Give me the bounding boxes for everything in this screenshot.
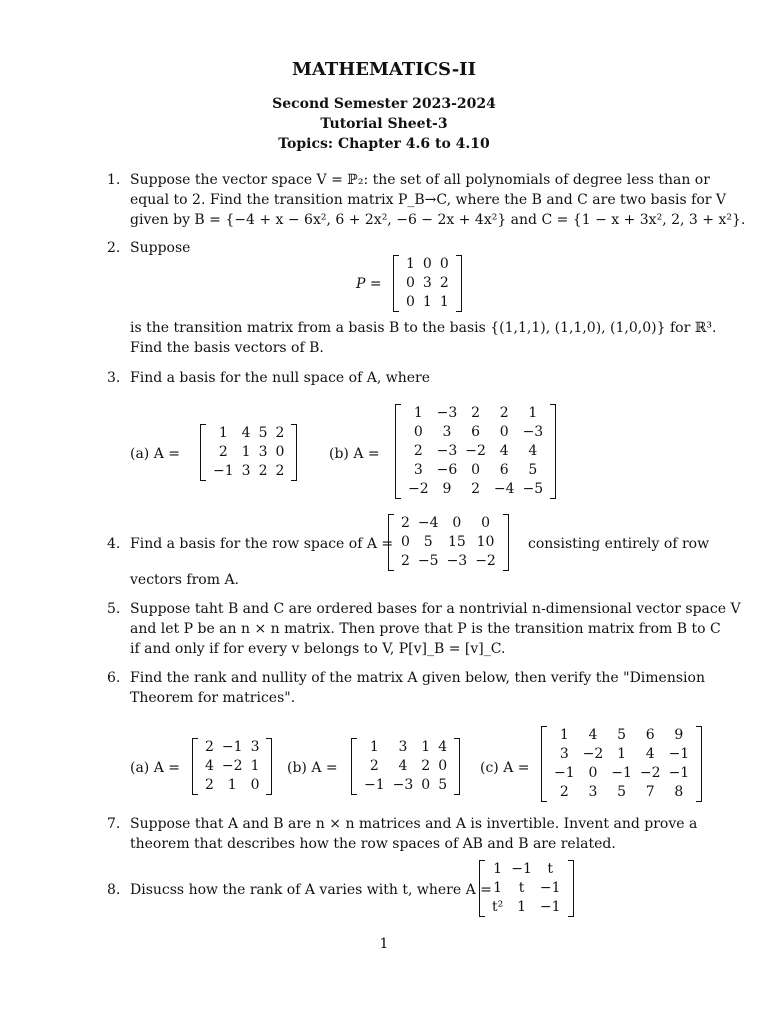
matrix-cell: 4 (438, 739, 448, 755)
matrix-row (201, 757, 263, 776)
matrix-cell: 4 (528, 443, 538, 459)
semester-line: Second Semester 2023-2024 (272, 96, 496, 112)
matrix-cell: 2 (471, 405, 481, 421)
matrix-cell: 3 (559, 746, 569, 762)
matrix-cell: 2 (401, 553, 410, 569)
q8-line: Disucss how the rank of A varies with t, where A = (130, 882, 492, 898)
matrix-cell: 8 (674, 784, 684, 800)
matrix-cell: −1 (539, 880, 561, 896)
matrix-cell: 2 (559, 784, 569, 800)
matrix-cell: −1 (364, 777, 385, 793)
matrix-cell: −2 (408, 481, 429, 497)
matrix-row (404, 461, 547, 480)
matrix-cell: t² (492, 899, 504, 915)
matrix-cell: 4 (588, 727, 598, 743)
q1-number: 1. (107, 172, 121, 188)
q4-number: 4. (107, 536, 121, 552)
matrix-row (404, 423, 547, 442)
matrix-cell: 2 (421, 758, 431, 774)
q6a-matrix (192, 738, 272, 795)
matrix-cell: −1 (213, 463, 234, 479)
matrix-cell: −2 (221, 758, 243, 774)
matrix-cell: 1 (517, 899, 527, 915)
matrix-cell: 2 (471, 481, 481, 497)
matrix-cell: −3 (522, 424, 544, 440)
q6b-matrix (351, 738, 460, 795)
matrix-cell: −4 (417, 515, 439, 531)
matrix-cell: 1 (250, 758, 260, 774)
matrix-cell: −2 (582, 746, 604, 762)
matrix-cell: 0 (401, 534, 410, 550)
sheet-line: Tutorial Sheet-3 (320, 116, 448, 132)
q5-line2: and let P be an n × n matrix. Then prove that P is the transition matrix from B to C (130, 621, 721, 637)
matrix-cell: −2 (475, 553, 496, 569)
matrix-cell: 2 (413, 443, 423, 459)
matrix-cell: 1 (422, 294, 432, 310)
matrix-row (209, 424, 288, 443)
matrix-row (404, 480, 547, 499)
matrix-cell: 2 (275, 463, 285, 479)
q5-number: 5. (107, 601, 121, 617)
matrix-cell: −3 (436, 405, 458, 421)
q7-number: 7. (107, 816, 121, 832)
q5-line3: if and only if for every v belongs to V, P[v]_B = [v]_C. (130, 641, 506, 657)
matrix-cell: 1 (241, 444, 251, 460)
matrix-cell: 3 (250, 739, 260, 755)
matrix-cell: 6 (471, 424, 481, 440)
q4-after: consisting entirely of row (528, 536, 710, 552)
matrix-cell: −1 (539, 899, 561, 915)
matrix-cell: −5 (417, 553, 439, 569)
q2-line1: is the transition matrix from a basis B to the basis {(1,1,1), (1,1,0), (1,0,0)} for ℝ³. (130, 320, 717, 336)
matrix-cell: 1 (559, 727, 569, 743)
matrix-cell: 9 (442, 481, 452, 497)
q6c-label: (c) A = (480, 760, 530, 776)
q6-number: 6. (107, 670, 121, 686)
matrix-cell: −1 (554, 765, 575, 781)
matrix-row (402, 274, 453, 293)
matrix-row (209, 443, 288, 462)
q4-before: Find a basis for the row space of A = (130, 536, 394, 552)
matrix-cell: 6 (645, 727, 655, 743)
q4-matrix (388, 514, 509, 571)
matrix-cell: −1 (611, 765, 632, 781)
matrix-row (201, 776, 263, 795)
matrix-cell: t (547, 861, 554, 877)
matrix-cell: 0 (275, 444, 285, 460)
matrix-row (397, 514, 500, 533)
matrix-cell: −1 (668, 746, 690, 762)
matrix-row (397, 533, 500, 552)
matrix-row (488, 860, 565, 879)
q6a-label: (a) A = (130, 760, 181, 776)
q1-line3: given by B = {−4 + x − 6x², 6 + 2x², −6 − 2x + 4x²} and C = {1 − x + 3x², 2, 3 + x²}. (130, 212, 746, 228)
matrix-cell: 1 (493, 880, 503, 896)
matrix-cell: 0 (471, 462, 481, 478)
matrix-cell: 2 (439, 275, 449, 291)
matrix-cell: 2 (275, 425, 285, 441)
q2-number: 2. (107, 240, 121, 256)
matrix-cell: 2 (218, 444, 228, 460)
q3b-label: (b) A = (329, 446, 380, 462)
matrix-cell: −5 (522, 481, 544, 497)
matrix-cell: 0 (439, 256, 449, 272)
matrix-cell: 1 (439, 294, 449, 310)
matrix-row (402, 255, 453, 274)
matrix-cell: −1 (511, 861, 532, 877)
matrix-cell: 4 (645, 746, 655, 762)
matrix-cell: −6 (436, 462, 458, 478)
matrix-cell: 9 (674, 727, 684, 743)
matrix-row (360, 776, 451, 795)
matrix-cell: 0 (406, 294, 415, 310)
matrix-cell: 1 (369, 739, 379, 755)
matrix-row (550, 745, 693, 764)
matrix-cell: 1 (617, 746, 627, 762)
q2-line2: Find the basis vectors of B. (130, 340, 324, 356)
q8-matrix (479, 860, 574, 917)
matrix-row (201, 738, 263, 757)
matrix-cell: −3 (446, 553, 468, 569)
matrix-cell: 5 (617, 727, 627, 743)
matrix-cell: 4 (398, 758, 408, 774)
q3-number: 3. (107, 370, 121, 386)
matrix-cell: 3 (413, 462, 423, 478)
matrix-cell: 0 (413, 424, 423, 440)
matrix-row (397, 552, 500, 571)
matrix-cell: 2 (205, 777, 214, 793)
matrix-row (488, 879, 565, 898)
matrix-cell: −2 (465, 443, 486, 459)
matrix-row (209, 462, 288, 481)
matrix-cell: −2 (639, 765, 661, 781)
matrix-cell: 2 (401, 515, 410, 531)
q1-line2: equal to 2. Find the transition matrix P_B→C, where the B and C are two basis for V (130, 192, 727, 208)
matrix-row (404, 404, 547, 423)
matrix-row (404, 442, 547, 461)
matrix-cell: −1 (668, 765, 690, 781)
topics-line: Topics: Chapter 4.6 to 4.10 (278, 136, 490, 152)
matrix-cell: 10 (476, 534, 495, 550)
matrix-row (488, 898, 565, 917)
q6c-matrix (541, 726, 702, 802)
matrix-row (402, 293, 453, 312)
q7-line2: theorem that describes how the row spaces of AB and B are related. (130, 836, 616, 852)
matrix-cell: 0 (452, 515, 462, 531)
matrix-cell: 0 (406, 275, 415, 291)
q6-line1: Find the rank and nullity of the matrix A given below, then verify the "Dimension (130, 670, 705, 686)
q3b-matrix (395, 404, 556, 499)
matrix-cell: 1 (413, 405, 423, 421)
page-number: 1 (379, 936, 389, 952)
matrix-cell: 0 (250, 777, 260, 793)
matrix-cell: 3 (258, 444, 268, 460)
q3a-matrix (200, 424, 297, 481)
matrix-cell: 1 (406, 256, 415, 272)
matrix-cell: 2 (205, 739, 214, 755)
q2-intro: Suppose (130, 240, 191, 256)
matrix-cell: 0 (499, 424, 509, 440)
matrix-cell: 3 (398, 739, 408, 755)
matrix-cell: 5 (258, 425, 268, 441)
q6b-label: (b) A = (287, 760, 338, 776)
matrix-cell: 4 (499, 443, 509, 459)
matrix-cell: 1 (421, 739, 431, 755)
matrix-cell: 1 (493, 861, 503, 877)
matrix-cell: t (518, 880, 525, 896)
matrix-cell: 0 (481, 515, 490, 531)
matrix-row (550, 783, 693, 802)
q5-line1: Suppose taht B and C are ordered bases for a nontrivial n-dimensional vector space V (130, 601, 741, 617)
q7-line1: Suppose that A and B are n × n matrices and A is invertible. Invent and prove a (130, 816, 698, 832)
matrix-row (550, 764, 693, 783)
matrix-cell: −3 (436, 443, 458, 459)
matrix-cell: 1 (528, 405, 538, 421)
q2-p-label: P = (356, 276, 382, 292)
q2-matrix (393, 255, 462, 312)
matrix-cell: 5 (423, 534, 433, 550)
matrix-cell: −3 (392, 777, 414, 793)
matrix-cell: 3 (442, 424, 452, 440)
matrix-cell: 0 (438, 758, 448, 774)
matrix-row (550, 726, 693, 745)
matrix-cell: 5 (528, 462, 538, 478)
q4-line2: vectors from A. (130, 572, 240, 588)
matrix-cell: 5 (438, 777, 448, 793)
matrix-cell: 0 (421, 777, 431, 793)
matrix-cell: 1 (227, 777, 237, 793)
q1-line1: Suppose the vector space V = ℙ₂: the set of all polynomials of degree less than or (130, 172, 710, 188)
matrix-row (360, 738, 451, 757)
matrix-cell: 2 (258, 463, 268, 479)
matrix-cell: −4 (493, 481, 515, 497)
matrix-cell: −1 (221, 739, 243, 755)
matrix-row (360, 757, 451, 776)
matrix-cell: 3 (241, 463, 251, 479)
matrix-cell: 2 (369, 758, 379, 774)
matrix-cell: 4 (241, 425, 251, 441)
matrix-cell: 1 (218, 425, 228, 441)
matrix-cell: 4 (205, 758, 214, 774)
page-title: MATHEMATICS-II (291, 59, 477, 80)
q3-line: Find a basis for the null space of A, where (130, 370, 430, 386)
matrix-cell: 3 (588, 784, 598, 800)
matrix-cell: 2 (499, 405, 509, 421)
matrix-cell: 0 (422, 256, 432, 272)
matrix-cell: 3 (422, 275, 432, 291)
matrix-cell: 5 (617, 784, 627, 800)
matrix-cell: 7 (645, 784, 655, 800)
matrix-cell: 0 (588, 765, 598, 781)
q6-line2: Theorem for matrices". (130, 690, 296, 706)
matrix-cell: 15 (447, 534, 466, 550)
q3a-label: (a) A = (130, 446, 181, 462)
matrix-cell: 6 (499, 462, 509, 478)
q8-number: 8. (107, 882, 121, 898)
